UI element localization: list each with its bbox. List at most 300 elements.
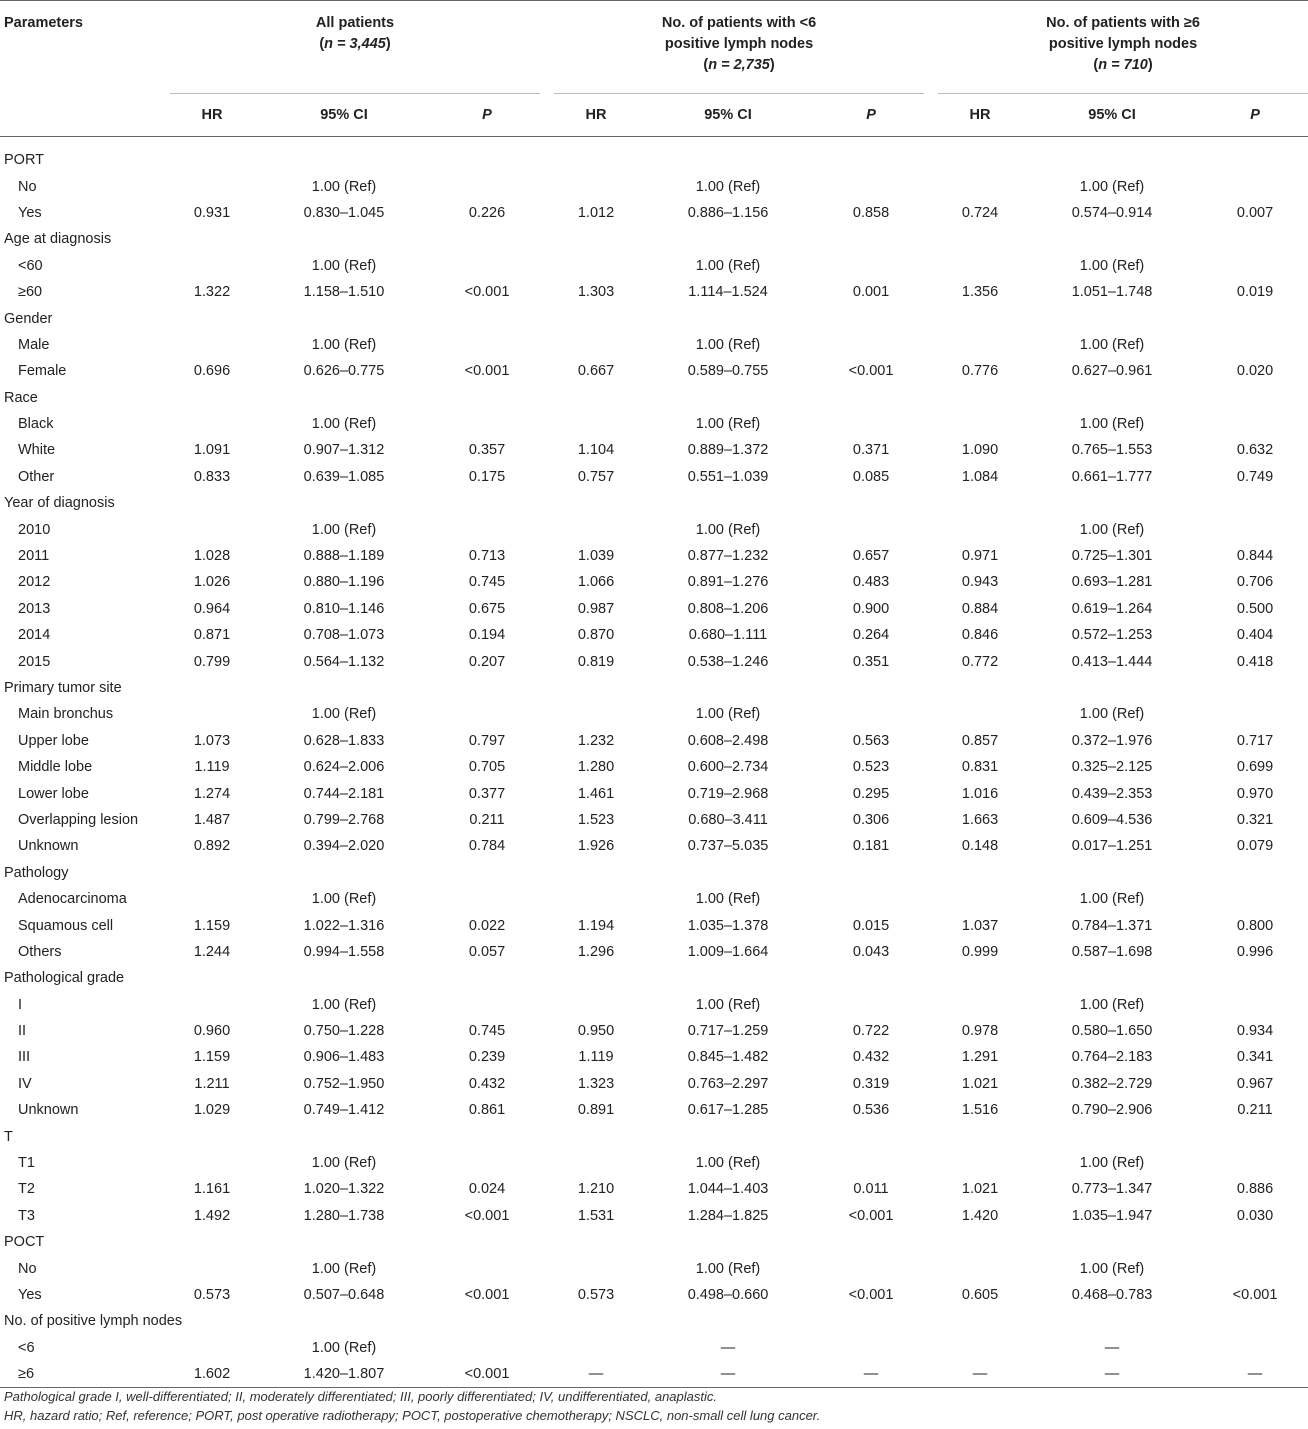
category-label: Pathological grade bbox=[4, 970, 125, 987]
p-cell: <0.001 bbox=[848, 1286, 894, 1303]
p-cell: 0.264 bbox=[852, 627, 890, 644]
ci-cell: 0.907–1.312 bbox=[303, 442, 385, 459]
ci-cell: 0.680–1.111 bbox=[688, 627, 768, 644]
footnote-abbreviations: HR, hazard ratio; Ref, reference; PORT, post operative radiotherapy; POCT, postoperative chemotherapy; NSCLC, non-small cell lung cancer. bbox=[4, 1407, 821, 1423]
table-row bbox=[0, 1335, 1308, 1361]
category-label: T bbox=[4, 1128, 13, 1145]
hr-cell: 0.987 bbox=[577, 600, 615, 617]
ci-cell: 0.564–1.132 bbox=[303, 653, 385, 670]
p-cell: 0.713 bbox=[468, 548, 506, 565]
reference-cell: 1.00 (Ref) bbox=[311, 178, 377, 195]
row-label: T1 bbox=[18, 1155, 35, 1172]
hr-cell: 1.104 bbox=[577, 442, 615, 459]
row-label: 2011 bbox=[18, 548, 50, 565]
ci-cell: 1.035–1.378 bbox=[687, 917, 769, 934]
row-label: Overlapping lesion bbox=[18, 811, 139, 828]
ci-cell: 0.764–2.183 bbox=[1071, 1049, 1153, 1066]
p-cell: 0.967 bbox=[1236, 1075, 1274, 1092]
p-cell: 0.239 bbox=[468, 1049, 506, 1066]
row-label: Adenocarcinoma bbox=[18, 891, 127, 908]
hr-cell: 1.029 bbox=[193, 1102, 231, 1119]
ci-cell: 0.799–2.768 bbox=[303, 811, 385, 828]
p-cell: 0.079 bbox=[1236, 838, 1274, 855]
ci-cell: 0.394–2.020 bbox=[303, 838, 385, 855]
hr-cell: 0.573 bbox=[193, 1286, 231, 1303]
ci-header: 95% CI bbox=[638, 94, 818, 137]
table-row bbox=[0, 200, 1308, 226]
ci-cell: 1.420–1.807 bbox=[254, 1361, 434, 1388]
hr-cell: 1.516 bbox=[961, 1102, 999, 1119]
p-cell: 0.675 bbox=[468, 600, 506, 617]
hr-cell: 1.303 bbox=[577, 284, 615, 301]
category-row bbox=[0, 860, 1308, 886]
hr-cell: 0.943 bbox=[961, 574, 999, 591]
reference-cell: 1.00 (Ref) bbox=[1079, 336, 1145, 353]
p-cell: 0.011 bbox=[853, 1181, 889, 1198]
hr-cell: 0.573 bbox=[577, 1286, 615, 1303]
table-row bbox=[0, 939, 1308, 965]
hr-cell: 1.232 bbox=[577, 732, 615, 749]
category-row bbox=[0, 1123, 1308, 1149]
p-cell: 0.745 bbox=[468, 574, 506, 591]
hr-cell: 1.926 bbox=[577, 838, 615, 855]
p-cell: 0.934 bbox=[1236, 1023, 1274, 1040]
table-row bbox=[0, 1176, 1308, 1202]
row-label: Squamous cell bbox=[18, 917, 114, 934]
p-cell: 0.996 bbox=[1236, 943, 1274, 960]
row-label: Yes bbox=[18, 204, 42, 221]
p-cell: 0.057 bbox=[468, 943, 506, 960]
hr-cell: 0.978 bbox=[961, 1023, 999, 1040]
reference-cell: 1.00 (Ref) bbox=[311, 996, 377, 1013]
p-header: P bbox=[818, 94, 924, 137]
ci-cell: 0.891–1.276 bbox=[687, 574, 769, 591]
table-row bbox=[0, 912, 1308, 938]
p-cell: 0.722 bbox=[852, 1023, 890, 1040]
hr-cell: 1.021 bbox=[961, 1181, 999, 1198]
hr-cell: 1.159 bbox=[193, 917, 231, 934]
hr-cell: 1.119 bbox=[578, 1049, 614, 1066]
ci-cell: 0.325–2.125 bbox=[1071, 759, 1153, 776]
category-row bbox=[0, 490, 1308, 516]
ci-cell: 0.717–1.259 bbox=[687, 1023, 769, 1040]
ci-cell: — bbox=[1022, 1361, 1202, 1388]
p-cell: 0.319 bbox=[852, 1075, 890, 1092]
hr-cell: 0.999 bbox=[961, 943, 999, 960]
p-cell: 0.500 bbox=[1236, 600, 1274, 617]
p-header: P bbox=[434, 94, 540, 137]
ci-cell: 0.574–0.914 bbox=[1071, 204, 1153, 221]
p-cell: 0.886 bbox=[1236, 1181, 1274, 1198]
group-title-line: positive lymph nodes bbox=[1048, 36, 1198, 52]
hr-cell: 1.037 bbox=[961, 917, 999, 934]
ci-cell: 0.468–0.783 bbox=[1071, 1286, 1153, 1303]
p-cell: 0.024 bbox=[468, 1181, 506, 1198]
hr-cell: 1.296 bbox=[577, 943, 615, 960]
reference-cell: 1.00 (Ref) bbox=[1079, 416, 1145, 433]
category-label: Gender bbox=[4, 310, 53, 327]
ci-cell: 0.661–1.777 bbox=[1071, 468, 1153, 485]
ci-cell: 0.572–1.253 bbox=[1071, 627, 1153, 644]
p-cell: 0.861 bbox=[468, 1102, 506, 1119]
p-cell: 0.784 bbox=[468, 838, 506, 855]
row-label: Unknown bbox=[18, 1102, 79, 1119]
table-row bbox=[0, 543, 1308, 569]
hr-cell: 1.159 bbox=[193, 1049, 231, 1066]
reference-cell: 1.00 (Ref) bbox=[695, 706, 761, 723]
reference-cell: 1.00 (Ref) bbox=[1079, 178, 1145, 195]
reference-cell: — bbox=[720, 1339, 736, 1356]
hr-cell: 1.323 bbox=[577, 1075, 615, 1092]
p-cell: 0.226 bbox=[468, 204, 506, 221]
category-row bbox=[0, 385, 1308, 411]
ci-cell: 0.627–0.961 bbox=[1071, 363, 1153, 380]
hr-cell: 1.194 bbox=[577, 917, 615, 934]
table-row bbox=[0, 596, 1308, 622]
p-cell: 0.321 bbox=[1236, 811, 1274, 828]
ci-cell: 0.600–2.734 bbox=[687, 759, 769, 776]
category-label: PORT bbox=[4, 152, 45, 169]
hr-cell: 1.487 bbox=[193, 811, 231, 828]
hr-cell: 0.971 bbox=[961, 548, 999, 565]
ci-cell: 1.035–1.947 bbox=[1071, 1207, 1153, 1224]
p-cell: 0.351 bbox=[852, 653, 890, 670]
category-label: Race bbox=[4, 389, 38, 406]
row-label: Unknown bbox=[18, 838, 79, 855]
ci-cell: 0.626–0.775 bbox=[303, 363, 385, 380]
ci-cell: 0.551–1.039 bbox=[687, 468, 769, 485]
row-label: <60 bbox=[18, 257, 43, 274]
reference-cell: 1.00 (Ref) bbox=[1079, 996, 1145, 1013]
p-cell: 0.043 bbox=[852, 943, 890, 960]
hr-cell: 0.884 bbox=[961, 600, 999, 617]
row-label: Female bbox=[18, 363, 67, 380]
ci-cell: 0.382–2.729 bbox=[1071, 1075, 1153, 1092]
ci-cell: — bbox=[638, 1361, 818, 1388]
reference-cell: 1.00 (Ref) bbox=[311, 416, 377, 433]
category-row bbox=[0, 1229, 1308, 1255]
group-title-line: No. of patients with ≥6 bbox=[1046, 15, 1200, 31]
ci-cell: 0.680–3.411 bbox=[688, 811, 768, 828]
table-header bbox=[0, 1, 1308, 137]
p-cell: 0.432 bbox=[468, 1075, 506, 1092]
p-cell: <0.001 bbox=[434, 1361, 540, 1388]
p-cell: 0.483 bbox=[852, 574, 890, 591]
row-label: 2012 bbox=[18, 574, 51, 591]
p-cell: <0.001 bbox=[464, 1207, 510, 1224]
ci-cell: 0.906–1.483 bbox=[303, 1049, 385, 1066]
hr-cell: 0.960 bbox=[193, 1023, 231, 1040]
table-row bbox=[0, 728, 1308, 754]
p-cell: 0.306 bbox=[852, 811, 890, 828]
row-label: Black bbox=[18, 416, 54, 433]
p-cell: — bbox=[818, 1361, 924, 1388]
table-row bbox=[0, 1361, 1308, 1388]
p-cell: 0.699 bbox=[1236, 759, 1274, 776]
reference-cell: 1.00 (Ref) bbox=[1079, 1155, 1145, 1172]
reference-cell: 1.00 (Ref) bbox=[311, 521, 377, 538]
category-label: POCT bbox=[4, 1234, 45, 1251]
hr-cell: 0.667 bbox=[577, 363, 615, 380]
table-row bbox=[0, 569, 1308, 595]
reference-cell: 1.00 (Ref) bbox=[695, 1155, 761, 1172]
category-row bbox=[0, 1308, 1308, 1334]
table-footnotes bbox=[4, 1388, 820, 1425]
category-row bbox=[0, 226, 1308, 252]
row-label: 2015 bbox=[18, 653, 51, 670]
hr-header: HR bbox=[170, 94, 254, 137]
p-cell: 0.844 bbox=[1236, 548, 1274, 565]
reference-cell: 1.00 (Ref) bbox=[311, 257, 377, 274]
group-n-label: (n = 710) bbox=[1093, 57, 1153, 73]
p-cell: 0.745 bbox=[468, 1023, 506, 1040]
p-cell: 0.377 bbox=[468, 785, 506, 802]
p-header: P bbox=[1202, 94, 1308, 137]
row-label: No bbox=[18, 178, 37, 195]
p-cell: 0.970 bbox=[1236, 785, 1274, 802]
group-header-ge6 bbox=[938, 1, 1308, 94]
hr-cell: 1.280 bbox=[577, 759, 615, 776]
hr-cell: — bbox=[554, 1361, 638, 1388]
reference-cell: 1.00 (Ref) bbox=[311, 336, 377, 353]
p-cell: 0.523 bbox=[852, 759, 890, 776]
p-cell: 0.019 bbox=[1236, 284, 1274, 301]
hr-cell: 0.891 bbox=[577, 1102, 615, 1119]
reference-cell: — bbox=[1104, 1339, 1120, 1356]
p-cell: 0.001 bbox=[852, 284, 890, 301]
hr-cell: 0.799 bbox=[193, 653, 231, 670]
p-cell: 0.705 bbox=[468, 759, 506, 776]
ci-cell: 0.617–1.285 bbox=[687, 1102, 769, 1119]
ci-cell: 0.880–1.196 bbox=[303, 574, 385, 591]
hr-cell: 1.039 bbox=[577, 548, 615, 565]
table-row bbox=[0, 464, 1308, 490]
row-label: No bbox=[18, 1260, 37, 1277]
ci-cell: 0.810–1.146 bbox=[303, 600, 385, 617]
p-cell: <0.001 bbox=[1232, 1286, 1278, 1303]
table-row bbox=[0, 332, 1308, 358]
p-cell: 0.181 bbox=[852, 838, 890, 855]
table-row bbox=[0, 701, 1308, 727]
table-row bbox=[0, 1150, 1308, 1176]
ci-cell: 0.608–2.498 bbox=[687, 732, 769, 749]
reference-cell: 1.00 (Ref) bbox=[311, 891, 377, 908]
row-label: 2010 bbox=[18, 521, 51, 538]
hr-cell: 0.833 bbox=[193, 468, 231, 485]
p-cell: 0.295 bbox=[852, 785, 890, 802]
p-cell: 0.706 bbox=[1236, 574, 1274, 591]
table-row bbox=[0, 1018, 1308, 1044]
reference-cell: 1.00 (Ref) bbox=[695, 178, 761, 195]
reference-cell: 1.00 (Ref) bbox=[1079, 257, 1145, 274]
hr-cell: 1.461 bbox=[577, 785, 615, 802]
hr-cell: 0.871 bbox=[193, 627, 231, 644]
hr-cell: 1.091 bbox=[193, 442, 231, 459]
category-row bbox=[0, 965, 1308, 991]
p-cell: 0.536 bbox=[852, 1102, 890, 1119]
hr-cell: 0.857 bbox=[961, 732, 999, 749]
ci-cell: 0.507–0.648 bbox=[303, 1286, 385, 1303]
row-label: Main bronchus bbox=[18, 706, 114, 723]
ci-cell: 0.017–1.251 bbox=[1071, 838, 1153, 855]
hr-cell: 1.073 bbox=[193, 732, 231, 749]
hr-cell: 1.523 bbox=[577, 811, 615, 828]
ci-cell: 0.773–1.347 bbox=[1071, 1181, 1153, 1198]
table-row bbox=[0, 1097, 1308, 1123]
ci-cell: 0.639–1.085 bbox=[303, 468, 385, 485]
row-label: II bbox=[18, 1023, 27, 1040]
row-label: Others bbox=[18, 943, 62, 960]
hr-cell: 1.211 bbox=[194, 1075, 230, 1092]
row-label: <6 bbox=[18, 1339, 35, 1356]
row-label: T3 bbox=[18, 1207, 35, 1224]
hr-cell: 1.016 bbox=[961, 785, 999, 802]
p-cell: 0.657 bbox=[852, 548, 890, 565]
row-label: Male bbox=[18, 336, 50, 353]
table-row bbox=[0, 754, 1308, 780]
p-cell: 0.020 bbox=[1236, 363, 1274, 380]
ci-cell: 0.725–1.301 bbox=[1071, 548, 1153, 565]
table-row bbox=[0, 173, 1308, 199]
hr-cell: 1.531 bbox=[577, 1207, 615, 1224]
row-label: ≥60 bbox=[18, 284, 43, 301]
hr-header: HR bbox=[938, 94, 1022, 137]
ci-cell: 1.009–1.664 bbox=[687, 943, 769, 960]
p-cell: 0.632 bbox=[1236, 442, 1274, 459]
row-label: Upper lobe bbox=[18, 732, 89, 749]
ci-cell: 0.587–1.698 bbox=[1071, 943, 1153, 960]
hr-cell: 0.964 bbox=[193, 600, 231, 617]
p-cell: 0.800 bbox=[1236, 917, 1274, 934]
row-label: Lower lobe bbox=[18, 785, 89, 802]
row-label: 2014 bbox=[18, 627, 51, 644]
hr-cell: 1.492 bbox=[193, 1207, 231, 1224]
group-title-line: No. of patients with <6 bbox=[661, 15, 817, 31]
ci-cell: 1.044–1.403 bbox=[687, 1181, 769, 1198]
table-row bbox=[0, 253, 1308, 279]
group-title-line: All patients bbox=[315, 15, 395, 31]
group-n-label: (n = 2,735) bbox=[703, 57, 775, 73]
parameters-header: Parameters bbox=[0, 1, 170, 94]
p-cell: <0.001 bbox=[848, 1207, 894, 1224]
ci-cell: 0.744–2.181 bbox=[303, 785, 385, 802]
hr-cell: 0.724 bbox=[961, 204, 999, 221]
p-cell: 0.900 bbox=[852, 600, 890, 617]
reference-cell: 1.00 (Ref) bbox=[1079, 706, 1145, 723]
reference-cell: 1.00 (Ref) bbox=[695, 416, 761, 433]
table-row bbox=[0, 886, 1308, 912]
ci-cell: 0.808–1.206 bbox=[687, 600, 769, 617]
row-label: I bbox=[18, 996, 23, 1013]
row-label: T2 bbox=[18, 1181, 35, 1198]
p-cell: 0.341 bbox=[1236, 1049, 1274, 1066]
ci-cell: 0.619–1.264 bbox=[1071, 600, 1153, 617]
hr-cell: 0.831 bbox=[961, 759, 999, 776]
hr-cell: 1.090 bbox=[961, 442, 999, 459]
ci-cell: 0.439–2.353 bbox=[1071, 785, 1153, 802]
p-cell: 0.357 bbox=[468, 442, 506, 459]
table-row bbox=[0, 648, 1308, 674]
p-cell: 0.797 bbox=[468, 732, 506, 749]
table-row bbox=[0, 833, 1308, 859]
ci-cell: 1.022–1.316 bbox=[303, 917, 385, 934]
reference-cell: 1.00 (Ref) bbox=[311, 1155, 377, 1172]
table-row bbox=[0, 1044, 1308, 1070]
ci-cell: 0.889–1.372 bbox=[687, 442, 769, 459]
ci-cell: 0.886–1.156 bbox=[687, 204, 769, 221]
ci-cell: 0.765–1.553 bbox=[1071, 442, 1153, 459]
column-header-row bbox=[0, 94, 1308, 137]
ci-cell: 0.737–5.035 bbox=[687, 838, 769, 855]
p-cell: <0.001 bbox=[848, 363, 894, 380]
ci-cell: 0.719–2.968 bbox=[687, 785, 769, 802]
ci-cell: 0.628–1.833 bbox=[303, 732, 385, 749]
hr-cell: 0.772 bbox=[961, 653, 999, 670]
p-cell: 0.022 bbox=[468, 917, 506, 934]
ci-cell: 0.845–1.482 bbox=[687, 1049, 769, 1066]
hr-cell: 1.119 bbox=[194, 759, 230, 776]
reference-cell: 1.00 (Ref) bbox=[1079, 1260, 1145, 1277]
category-row bbox=[0, 137, 1308, 174]
hr-cell: 0.892 bbox=[193, 838, 231, 855]
ci-cell: 0.763–2.297 bbox=[687, 1075, 769, 1092]
hr-cell: 0.819 bbox=[577, 653, 615, 670]
row-label: Middle lobe bbox=[18, 759, 93, 776]
ci-cell: 0.413–1.444 bbox=[1071, 653, 1153, 670]
p-cell: 0.085 bbox=[852, 468, 890, 485]
table-row bbox=[0, 1203, 1308, 1229]
ci-cell: 0.708–1.073 bbox=[303, 627, 385, 644]
p-cell: 0.432 bbox=[852, 1049, 890, 1066]
hr-cell: 1.356 bbox=[961, 284, 999, 301]
hr-cell: 0.846 bbox=[961, 627, 999, 644]
reference-cell: 1.00 (Ref) bbox=[695, 891, 761, 908]
group-n-label: (n = 3,445) bbox=[319, 36, 391, 52]
table-row bbox=[0, 622, 1308, 648]
reference-cell: 1.00 (Ref) bbox=[695, 1260, 761, 1277]
reference-cell: 1.00 (Ref) bbox=[1079, 521, 1145, 538]
ci-header: 95% CI bbox=[254, 94, 434, 137]
ci-cell: 1.284–1.825 bbox=[687, 1207, 769, 1224]
p-cell: <0.001 bbox=[464, 284, 510, 301]
table-body bbox=[0, 137, 1308, 1388]
hr-cell: 0.776 bbox=[961, 363, 999, 380]
p-cell: 0.717 bbox=[1236, 732, 1274, 749]
table-row bbox=[0, 1071, 1308, 1097]
hr-cell: 1.602 bbox=[170, 1361, 254, 1388]
table-row bbox=[0, 992, 1308, 1018]
hr-header: HR bbox=[554, 94, 638, 137]
reference-cell: 1.00 (Ref) bbox=[311, 706, 377, 723]
group-header-row bbox=[0, 1, 1308, 94]
ci-cell: 0.750–1.228 bbox=[303, 1023, 385, 1040]
hr-cell: 1.026 bbox=[193, 574, 231, 591]
table-row bbox=[0, 411, 1308, 437]
table-row bbox=[0, 780, 1308, 806]
ci-cell: 1.158–1.510 bbox=[303, 284, 385, 301]
hr-cell: 1.291 bbox=[961, 1049, 999, 1066]
ci-cell: 0.589–0.755 bbox=[687, 363, 769, 380]
hr-cell: 1.028 bbox=[193, 548, 231, 565]
ci-cell: 1.114–1.524 bbox=[688, 284, 768, 301]
row-label: ≥6 bbox=[0, 1361, 170, 1388]
p-cell: <0.001 bbox=[464, 1286, 510, 1303]
p-cell: 0.030 bbox=[1236, 1207, 1274, 1224]
row-label: Yes bbox=[18, 1286, 42, 1303]
hr-cell: 1.012 bbox=[577, 204, 615, 221]
p-cell: 0.207 bbox=[468, 653, 506, 670]
hr-cell: 0.950 bbox=[577, 1023, 615, 1040]
